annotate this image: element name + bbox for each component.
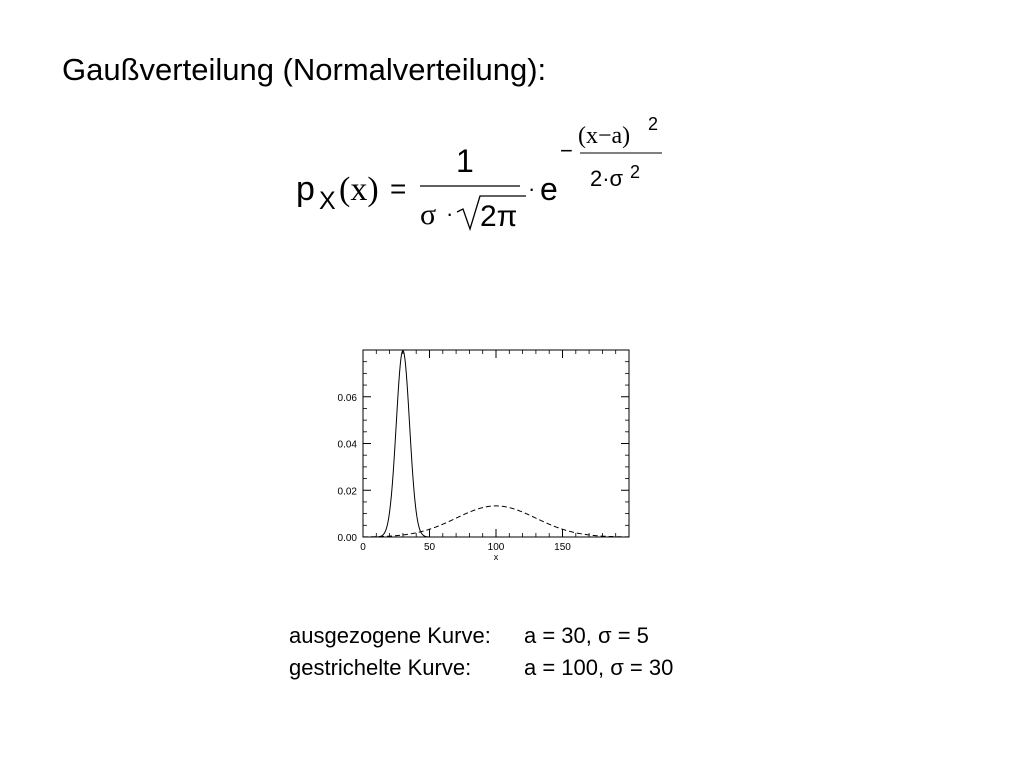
plot-frame (363, 350, 629, 537)
page-title: Gaußverteilung (Normalverteilung): (62, 52, 547, 87)
legend-dashed (289, 655, 673, 681)
x-tick-label: 150 (554, 542, 571, 553)
y-tick-label: 0.06 (337, 392, 357, 404)
formula-dot: · (446, 201, 454, 226)
exponent-square-1: 2 (648, 114, 659, 134)
tick-labels (338, 393, 572, 553)
x-axis-label: x (493, 552, 499, 562)
minor-ticks (363, 350, 629, 537)
formula-p: p (296, 170, 315, 208)
legend-solid (289, 623, 649, 649)
y-tick-label: 0.00 (337, 533, 357, 544)
x-tick-label: 50 (423, 542, 436, 553)
exponent-square-2: 2 (630, 162, 641, 182)
y-tick-label: 0.02 (337, 486, 357, 498)
series-solid-line (363, 350, 629, 537)
formula-two-pi: 2π (480, 200, 518, 233)
formula-dot2: · (528, 176, 536, 201)
exponent-denominator: 2·σ (590, 166, 624, 191)
series-lines (363, 350, 629, 537)
legend-dashed-value: a = 100, σ = 30 (524, 655, 674, 680)
formula-subscript: X (319, 187, 336, 215)
formula-argument: (x) (339, 171, 379, 208)
legend-dashed-label: gestrichelte Kurve: (289, 655, 472, 680)
x-tick-label: 100 (487, 542, 505, 553)
exponent-minus: − (560, 138, 573, 163)
exponent-numerator: (x−a) (578, 123, 631, 149)
y-tick-label: 0.04 (337, 439, 357, 451)
legend-solid-value: a = 30, σ = 5 (524, 623, 649, 648)
formula-numerator: 1 (456, 143, 474, 179)
legend-solid-label: ausgezogene Kurve: (289, 623, 491, 648)
formula-e: e (540, 171, 558, 207)
formula-equals: = (390, 173, 407, 204)
x-tick-label: 0 (360, 542, 366, 553)
formula-sigma: σ (420, 198, 437, 231)
major-ticks (363, 350, 629, 537)
